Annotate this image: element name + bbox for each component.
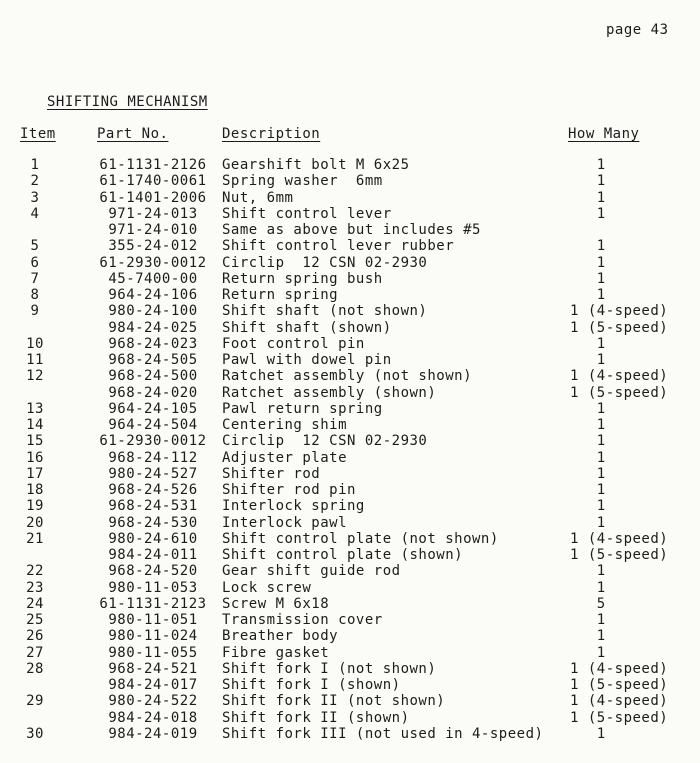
table-row	[0, 190, 700, 206]
quantity: 1 (4-speed)	[570, 303, 669, 320]
quantity: 1	[570, 352, 606, 368]
part-number: 984-24-025	[108, 319, 198, 336]
description: Centering shim	[222, 417, 348, 433]
item-number: 7	[30, 270, 40, 287]
table-row	[0, 563, 700, 579]
quantity: 1	[570, 335, 606, 352]
part-number: 980-11-053	[108, 579, 198, 596]
part-number: 968-24-520	[108, 563, 198, 580]
part-number: 355-24-012	[108, 238, 198, 255]
table-row	[0, 320, 700, 336]
quantity: 1 (5-speed)	[570, 709, 669, 726]
table-row	[0, 287, 700, 303]
part-number: 984-24-011	[108, 547, 198, 563]
item-number: 18	[26, 482, 44, 498]
table-row	[0, 531, 700, 547]
quantity: 1	[570, 725, 606, 742]
table-row	[0, 710, 700, 726]
item-number: 13	[26, 400, 44, 417]
part-number: 61-1131-2123	[99, 595, 207, 612]
table-row	[0, 206, 700, 222]
table-row	[0, 498, 700, 514]
quantity: 1 (5-speed)	[570, 547, 669, 563]
quantity: 1	[570, 644, 606, 661]
description: Lock screw	[222, 579, 312, 596]
quantity: 1 (4-speed)	[570, 368, 669, 385]
item-number: 3	[30, 189, 40, 206]
table-row	[0, 726, 700, 742]
quantity: 1	[570, 157, 606, 173]
description: Circlip 12 CSN 02-2930	[222, 433, 428, 450]
table-row	[0, 173, 700, 189]
item-number: 10	[26, 335, 44, 352]
description: Pawl return spring	[222, 400, 383, 417]
description: Shifter rod	[222, 465, 321, 482]
description: Gear shift guide rod	[222, 563, 401, 580]
item-number: 29	[26, 693, 44, 710]
header-how-many: How Many	[568, 126, 640, 142]
table-row	[0, 401, 700, 417]
table-row	[0, 417, 700, 433]
item-number: 30	[26, 725, 44, 742]
item-number: 16	[26, 449, 44, 466]
part-number: 964-24-105	[108, 400, 198, 417]
description: Fibre gasket	[222, 644, 330, 661]
item-number: 14	[26, 417, 44, 433]
table-row	[0, 515, 700, 531]
part-number: 980-11-055	[108, 644, 198, 661]
item-number: 12	[26, 368, 44, 385]
quantity: 1 (5-speed)	[570, 677, 669, 693]
description: Shift fork II (shown)	[222, 709, 410, 726]
quantity: 1 (5-speed)	[570, 384, 669, 401]
table-row	[0, 336, 700, 352]
quantity: 1	[570, 238, 606, 255]
description: Adjuster plate	[222, 449, 348, 466]
item-number: 24	[26, 595, 44, 612]
description: Shift fork I (shown)	[222, 677, 401, 693]
description: Shift control lever rubber	[222, 238, 455, 255]
table-row	[0, 303, 700, 319]
table-row	[0, 157, 700, 173]
description: Shift control lever	[222, 205, 392, 222]
table-row	[0, 255, 700, 271]
quantity: 1	[570, 449, 606, 466]
parts-table	[0, 157, 700, 742]
quantity: 1	[570, 433, 606, 450]
quantity: 1	[570, 482, 606, 498]
item-number: 25	[26, 612, 44, 628]
part-number: 968-24-530	[108, 514, 198, 531]
part-number: 980-11-024	[108, 628, 198, 645]
part-number: 968-24-531	[108, 498, 198, 515]
table-row	[0, 547, 700, 563]
quantity: 5	[570, 595, 606, 612]
table-row	[0, 661, 700, 677]
item-number: 23	[26, 579, 44, 596]
description: Return spring bush	[222, 270, 383, 287]
part-number: 968-24-500	[108, 368, 198, 385]
description: Shifter rod pin	[222, 482, 356, 498]
quantity: 1	[570, 498, 606, 515]
part-number: 45-7400-00	[108, 270, 198, 287]
table-row	[0, 580, 700, 596]
item-number: 20	[26, 514, 44, 531]
table-row	[0, 693, 700, 709]
part-number: 980-24-610	[108, 530, 198, 547]
description: Return spring	[222, 287, 339, 303]
header-item: Item	[20, 126, 56, 142]
description: Spring washer 6mm	[222, 173, 383, 190]
item-number: 28	[26, 660, 44, 677]
quantity: 1	[570, 173, 606, 190]
description: Nut, 6mm	[222, 189, 294, 206]
description: Ratchet assembly (not shown)	[222, 368, 473, 385]
description: Shift shaft (shown)	[222, 319, 392, 336]
part-number: 964-24-504	[108, 417, 198, 433]
part-number: 968-24-020	[108, 384, 198, 401]
part-number: 968-24-112	[108, 449, 198, 466]
table-row	[0, 385, 700, 401]
table-row	[0, 238, 700, 254]
part-number: 968-24-521	[108, 660, 198, 677]
quantity: 1 (4-speed)	[570, 530, 669, 547]
quantity: 1 (4-speed)	[570, 660, 669, 677]
description: Transmission cover	[222, 612, 383, 628]
part-number: 968-24-505	[108, 352, 198, 368]
quantity: 1 (4-speed)	[570, 693, 669, 710]
table-row	[0, 368, 700, 384]
section-title: SHIFTING MECHANISM	[47, 94, 208, 110]
description: Breather body	[222, 628, 339, 645]
page-number: page 43	[606, 22, 669, 38]
quantity: 1	[570, 514, 606, 531]
table-row	[0, 352, 700, 368]
description: Foot control pin	[222, 335, 365, 352]
description: Pawl with dowel pin	[222, 352, 392, 368]
item-number: 2	[30, 173, 40, 190]
part-number: 61-1131-2126	[99, 157, 207, 173]
part-number: 980-11-051	[108, 612, 198, 628]
quantity: 1	[570, 205, 606, 222]
quantity: 1	[570, 579, 606, 596]
part-number: 964-24-106	[108, 287, 198, 303]
table-row	[0, 612, 700, 628]
part-number: 968-24-023	[108, 335, 198, 352]
part-number: 61-1401-2006	[99, 189, 207, 206]
quantity: 1	[570, 465, 606, 482]
part-number: 61-2930-0012	[99, 254, 207, 271]
table-row	[0, 433, 700, 449]
part-number: 61-1740-0061	[99, 173, 207, 190]
description: Shift fork III (not used in 4-speed)	[222, 725, 544, 742]
part-number: 971-24-013	[108, 205, 198, 222]
part-number: 980-24-100	[108, 303, 198, 320]
table-row	[0, 466, 700, 482]
description: Interlock pawl	[222, 514, 348, 531]
item-number: 21	[26, 530, 44, 547]
part-number: 61-2930-0012	[99, 433, 207, 450]
quantity: 1	[570, 287, 606, 303]
description: Screw M 6x18	[222, 595, 330, 612]
quantity: 1	[570, 563, 606, 580]
item-number: 11	[26, 352, 44, 368]
description: Circlip 12 CSN 02-2930	[222, 254, 428, 271]
description: Gearshift bolt M 6x25	[222, 157, 410, 173]
part-number: 984-24-019	[108, 725, 198, 742]
part-number: 968-24-526	[108, 482, 198, 498]
header-part-no: Part No.	[97, 126, 169, 142]
quantity: 1	[570, 400, 606, 417]
description: Shift fork II (not shown)	[222, 693, 446, 710]
table-row	[0, 271, 700, 287]
table-row	[0, 450, 700, 466]
item-number: 8	[30, 287, 40, 303]
item-number: 17	[26, 465, 44, 482]
table-row	[0, 628, 700, 644]
part-number: 980-24-527	[108, 465, 198, 482]
quantity: 1 (5-speed)	[570, 319, 669, 336]
table-row	[0, 677, 700, 693]
item-number: 26	[26, 628, 44, 645]
description: Shift control plate (shown)	[222, 547, 464, 563]
part-number: 980-24-522	[108, 693, 198, 710]
table-row	[0, 222, 700, 238]
table-row	[0, 482, 700, 498]
quantity: 1	[570, 270, 606, 287]
table-row	[0, 645, 700, 661]
part-number: 984-24-018	[108, 709, 198, 726]
quantity: 1	[570, 612, 606, 628]
item-number: 19	[26, 498, 44, 515]
item-number: 22	[26, 563, 44, 580]
quantity: 1	[570, 189, 606, 206]
item-number: 1	[30, 157, 40, 173]
table-row	[0, 596, 700, 612]
description: Shift fork I (not shown)	[222, 660, 437, 677]
description: Ratchet assembly (shown)	[222, 384, 437, 401]
description: Same as above but includes #5	[222, 222, 481, 238]
quantity: 1	[570, 254, 606, 271]
item-number: 9	[30, 303, 40, 320]
item-number: 4	[30, 205, 40, 222]
item-number: 15	[26, 433, 44, 450]
part-number: 984-24-017	[108, 677, 198, 693]
description: Shift shaft (not shown)	[222, 303, 428, 320]
item-number: 6	[30, 254, 40, 271]
item-number: 5	[30, 238, 40, 255]
quantity: 1	[570, 417, 606, 433]
description: Interlock spring	[222, 498, 365, 515]
description: Shift control plate (not shown)	[222, 530, 499, 547]
item-number: 27	[26, 644, 44, 661]
header-description: Description	[222, 126, 321, 142]
quantity: 1	[570, 628, 606, 645]
part-number: 971-24-010	[108, 222, 198, 238]
